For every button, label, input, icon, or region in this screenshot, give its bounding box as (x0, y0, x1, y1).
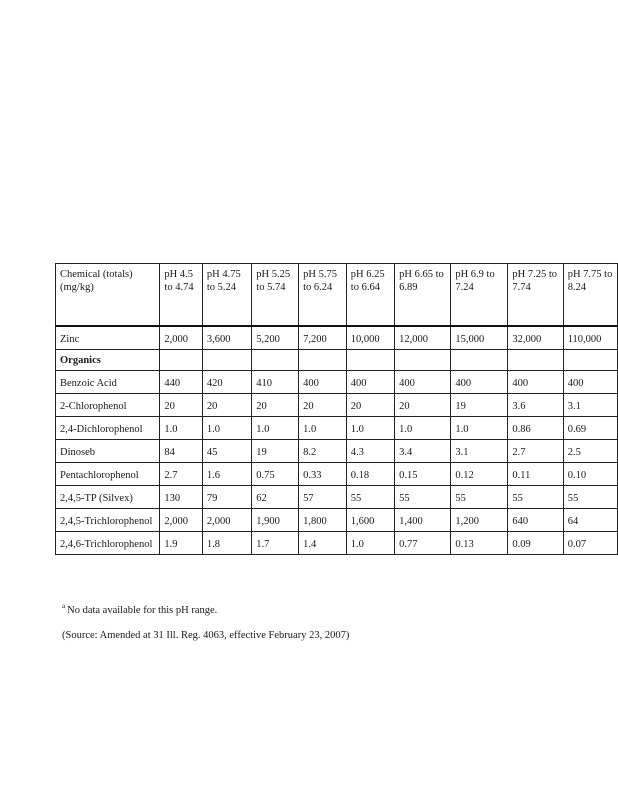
table-row (56, 417, 618, 440)
value-cell: 1.0 (346, 417, 394, 440)
value-cell: 1.0 (252, 417, 299, 440)
empty-cell (508, 350, 563, 371)
value-cell: 1.0 (202, 417, 251, 440)
value-cell: 1,800 (299, 509, 347, 532)
value-cell: 130 (160, 486, 202, 509)
value-cell: 1,400 (395, 509, 451, 532)
value-cell: 2,000 (160, 326, 202, 350)
value-cell: 1.6 (202, 463, 251, 486)
value-cell: 1.0 (395, 417, 451, 440)
chemical-name-cell: 2,4,5-TP (Silvex) (56, 486, 160, 509)
chemical-name-cell: 2,4-Dichlorophenol (56, 417, 160, 440)
value-cell: 1.0 (299, 417, 347, 440)
footnote-a (62, 602, 217, 616)
value-cell: 1.0 (346, 532, 394, 555)
value-cell: 12,000 (395, 326, 451, 350)
value-cell: 1,200 (451, 509, 508, 532)
value-cell: 410 (252, 371, 299, 394)
value-cell: 3.1 (563, 394, 617, 417)
value-cell: 10,000 (346, 326, 394, 350)
value-cell: 0.13 (451, 532, 508, 555)
value-cell: 0.07 (563, 532, 617, 555)
value-cell: 440 (160, 371, 202, 394)
value-cell: 400 (299, 371, 347, 394)
section-label: Organics (56, 350, 160, 371)
value-cell: 55 (451, 486, 508, 509)
table-row (56, 440, 618, 463)
value-cell: 3.4 (395, 440, 451, 463)
value-cell: 0.10 (563, 463, 617, 486)
value-cell: 15,000 (451, 326, 508, 350)
column-header: pH 6.9 to 7.24 (451, 264, 508, 327)
value-cell: 20 (160, 394, 202, 417)
value-cell: 45 (202, 440, 251, 463)
column-header: pH 4.5 to 4.74 (160, 264, 202, 327)
value-cell: 55 (395, 486, 451, 509)
value-cell: 110,000 (563, 326, 617, 350)
value-cell: 79 (202, 486, 251, 509)
value-cell: 20 (202, 394, 251, 417)
value-cell: 4.3 (346, 440, 394, 463)
value-cell: 0.15 (395, 463, 451, 486)
chemical-name-cell: Zinc (56, 326, 160, 350)
table-row (56, 486, 618, 509)
value-cell: 2.7 (160, 463, 202, 486)
value-cell: 0.12 (451, 463, 508, 486)
value-cell: 64 (563, 509, 617, 532)
table-row (56, 509, 618, 532)
column-header: pH 5.25 to 5.74 (252, 264, 299, 327)
source-citation: (Source: Amended at 31 Ill. Reg. 4063, effective February 23, 2007) (62, 630, 350, 641)
value-cell: 400 (508, 371, 563, 394)
empty-cell (563, 350, 617, 371)
table-row (56, 463, 618, 486)
chemical-name-cell: 2,4,5-Trichlorophenol (56, 509, 160, 532)
chemical-name-cell: Benzoic Acid (56, 371, 160, 394)
value-cell: 0.11 (508, 463, 563, 486)
value-cell: 1.0 (160, 417, 202, 440)
value-cell: 1.7 (252, 532, 299, 555)
column-header: pH 7.25 to 7.74 (508, 264, 563, 327)
table-row (56, 371, 618, 394)
column-header: pH 5.75 to 6.24 (299, 264, 347, 327)
value-cell: 0.33 (299, 463, 347, 486)
value-cell: 20 (395, 394, 451, 417)
column-header: pH 7.75 to 8.24 (563, 264, 617, 327)
column-header: Chemical (totals) (mg/kg) (56, 264, 160, 327)
value-cell: 55 (346, 486, 394, 509)
column-header: pH 4.75 to 5.24 (202, 264, 251, 327)
value-cell: 2,000 (202, 509, 251, 532)
value-cell: 2,000 (160, 509, 202, 532)
table-row (56, 394, 618, 417)
value-cell: 62 (252, 486, 299, 509)
value-cell: 57 (299, 486, 347, 509)
ph-dependent-soil-values-table (55, 263, 618, 555)
empty-cell (252, 350, 299, 371)
value-cell: 2.5 (563, 440, 617, 463)
empty-cell (202, 350, 251, 371)
value-cell: 640 (508, 509, 563, 532)
value-cell: 55 (563, 486, 617, 509)
value-cell: 0.77 (395, 532, 451, 555)
value-cell: 420 (202, 371, 251, 394)
value-cell: 400 (563, 371, 617, 394)
empty-cell (451, 350, 508, 371)
value-cell: 32,000 (508, 326, 563, 350)
value-cell: 20 (299, 394, 347, 417)
empty-cell (160, 350, 202, 371)
value-cell: 400 (451, 371, 508, 394)
value-cell: 0.69 (563, 417, 617, 440)
value-cell: 3.1 (451, 440, 508, 463)
value-cell: 1,600 (346, 509, 394, 532)
value-cell: 55 (508, 486, 563, 509)
chemical-name-cell: Pentachlorophenol (56, 463, 160, 486)
column-header: pH 6.65 to 6.89 (395, 264, 451, 327)
value-cell: 1.4 (299, 532, 347, 555)
value-cell: 8.2 (299, 440, 347, 463)
value-cell: 5,200 (252, 326, 299, 350)
section-row (56, 350, 618, 371)
value-cell: 3,600 (202, 326, 251, 350)
value-cell: 19 (451, 394, 508, 417)
value-cell: 0.18 (346, 463, 394, 486)
value-cell: 7,200 (299, 326, 347, 350)
chemical-name-cell: Dinoseb (56, 440, 160, 463)
empty-cell (299, 350, 347, 371)
column-header: pH 6.25 to 6.64 (346, 264, 394, 327)
value-cell: 2.7 (508, 440, 563, 463)
footnote-a-marker: a (62, 602, 66, 610)
table-row (56, 326, 618, 350)
value-cell: 1.9 (160, 532, 202, 555)
value-cell: 400 (346, 371, 394, 394)
chemical-name-cell: 2-Chlorophenol (56, 394, 160, 417)
footnote-a-text: No data available for this pH range. (67, 605, 218, 616)
value-cell: 0.86 (508, 417, 563, 440)
value-cell: 84 (160, 440, 202, 463)
chemical-name-cell: 2,4,6-Trichlorophenol (56, 532, 160, 555)
value-cell: 0.75 (252, 463, 299, 486)
value-cell: 400 (395, 371, 451, 394)
empty-cell (346, 350, 394, 371)
value-cell: 1.0 (451, 417, 508, 440)
value-cell: 1.8 (202, 532, 251, 555)
value-cell: 3.6 (508, 394, 563, 417)
empty-cell (395, 350, 451, 371)
table-header-row (56, 264, 618, 327)
value-cell: 20 (346, 394, 394, 417)
value-cell: 20 (252, 394, 299, 417)
value-cell: 0.09 (508, 532, 563, 555)
table-row (56, 532, 618, 555)
value-cell: 1,900 (252, 509, 299, 532)
value-cell: 19 (252, 440, 299, 463)
